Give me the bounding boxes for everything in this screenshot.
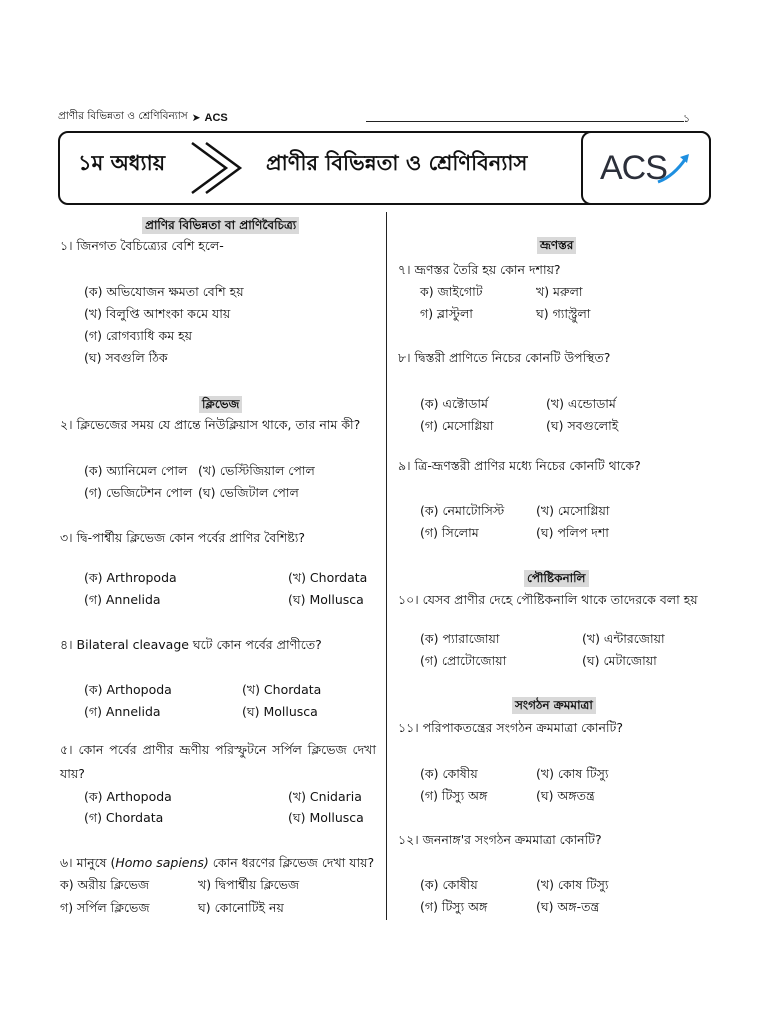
option: (ঘ) পলিপ দশা [536,525,609,540]
option: (ঘ) সবগুলি ঠিক [84,350,168,365]
option: গ) ব্লাস্টুলা [420,306,473,321]
section-heading: প্রাণির বিভিন্নতা বা প্রাণিবৈচিত্র্য [142,217,299,234]
option: (ঘ) মেটাজোয়া [582,653,657,668]
question-9: ৯। ত্রি-ভ্রূণস্তরী প্রাণির মধ্যে নিচের কোনটি থাকে? [398,458,641,473]
question-11: ১১। পরিপাকতন্ত্রের সংগঠন ক্রমমাত্রা কোনটি? [398,720,623,735]
running-title: প্রাণীর বিভিন্নতা ও শ্রেণিবিন্যাস [58,110,188,122]
option: (ক) অভিযোজন ক্ষমতা বেশি হয় [84,284,244,299]
option: (ঘ) Mollusca [288,592,364,607]
option: (ঘ) ভেজিটাল পোল [198,485,299,500]
option: (খ) এন্ডোডার্ম [546,396,616,411]
option: (ক) Arthopoda [84,789,172,804]
column-divider [386,212,387,920]
option: খ) মরুলা [536,284,583,299]
running-header [58,109,228,126]
question-5: ৫। কোন পর্বের প্রাণীর ভ্রূণীয় পরিস্ফুটনে সর্পিল ক্লিভেজ দেখা যায়? [60,742,376,781]
logo-text: ACS [600,149,667,187]
option: (গ) সিলোম [420,525,479,540]
arrow-icon: ➤ [191,111,201,124]
section-heading: ভ্রূণস্তর [537,237,576,254]
option: (গ) Annelida [84,592,161,607]
option: (ক) কোষীয় [420,766,478,781]
question-12: ১২। জননাঙ্গ'র সংগঠন ক্রমমাত্রা কোনটি? [398,832,602,847]
option: (গ) Chordata [84,810,164,825]
option: (গ) প্রোটোজোয়া [420,653,507,668]
option: (গ) মেসোগ্লিয়া [420,418,494,433]
acs-logo [596,146,696,190]
option: (খ) Chordata [242,682,322,697]
option: (ক) কোষীয় [420,877,478,892]
question-1: ১। জিনগত বৈচিত্র্যের বেশি হলে- [60,238,224,253]
section-heading: ক্লিভেজ [199,396,242,413]
question-6: ৬। মানুষে (Homo sapiens) কোন ধরণের ক্লিভেজ দেখা যায়? [60,855,375,870]
section-heading: পৌষ্টিকনালি [524,570,589,587]
option: (ক) নেমাটোসিস্ট [420,503,505,518]
option: (গ) Annelida [84,704,161,719]
question-10: ১০। যেসব প্রাণীর দেহে পৌষ্টিকনালি থাকে তাদেরকে বলা হয় [398,592,698,607]
species-name: Homo sapiens) [115,855,209,870]
option: (ক) অ্যানিমেল পোল [84,463,188,478]
option: খ) দ্বিপার্শ্বীয় ক্লিভেজ [198,877,300,892]
question-4: ৪। Bilateral cleavage ঘটে কোন পর্বের প্রাণীতে? [60,637,322,652]
question-2: ২। ক্লিভেজের সময় যে প্রান্তে নিউক্লিয়াস থাকে, তার নাম কী? [60,417,361,432]
option: (গ) টিস্যু অঙ্গ [420,899,488,914]
option: (খ) মেসোগ্লিয়া [536,503,610,518]
option: (খ) Cnidaria [288,789,362,804]
option: (ক) প্যারাজোয়া [420,631,500,646]
option: গ) সর্পিল ক্লিভেজ [60,900,150,915]
option: (গ) ভেজিটেশন পোল [84,485,193,500]
option: (খ) কোষ টিস্যু [536,877,609,892]
section-heading: সংগঠন ক্রমমাত্রা [512,697,596,714]
chapter-number: ১ম অধ্যায় [78,151,166,175]
option: (খ) কোষ টিস্যু [536,766,609,781]
brand-mini: ACS [204,111,228,124]
option: ক) অরীয় ক্লিভেজ [60,877,150,892]
page-number: ১ [683,112,691,125]
question-8: ৮। দ্বিস্তরী প্রাণিতে নিচের কোনটি উপস্থিত? [398,350,611,365]
option: (খ) ভেস্টিজিয়াল পোল [198,463,315,478]
option: (ক) Arthopoda [84,682,172,697]
logo-box [581,131,711,205]
option: (ঘ) সবগুলোই [546,418,619,433]
option: (ঘ) Mollusca [242,704,318,719]
chevron-right-icon [186,139,246,197]
question-3: ৩। দ্বি-পার্শ্বীয় ক্লিভেজ কোন পর্বের প্রাণির বৈশিষ্ট্য? [60,530,305,545]
option: (ক) Arthropoda [84,570,177,585]
option: ঘ) গ্যাস্ট্রুলা [536,306,591,321]
option: ক) জাইগোট [420,284,483,299]
option: (ঘ) Mollusca [288,810,364,825]
option: (খ) Chordata [288,570,368,585]
chapter-banner [58,131,711,205]
option: (ক) এক্টোডার্ম [420,396,488,411]
option: (ঘ) অঙ্গতন্ত্র [536,788,595,803]
option: (গ) টিস্যু অঙ্গ [420,788,488,803]
option: ঘ) কোনোটিই নয় [198,900,284,915]
option: (ঘ) অঙ্গ-তন্ত্র [536,899,600,914]
option: (খ) এন্টারজোয়া [582,631,665,646]
chapter-title: প্রাণীর বিভিন্নতা ও শ্রেণিবিন্যাস [266,151,528,175]
option: (খ) বিলুপ্তি আশংকা কমে যায় [84,306,231,321]
question-7: ৭। ভ্রূণস্তর তৈরি হয় কোন দশায়? [398,262,561,277]
option: (গ) রোগব্যাধি কম হয় [84,328,193,343]
header-rule [366,121,684,122]
